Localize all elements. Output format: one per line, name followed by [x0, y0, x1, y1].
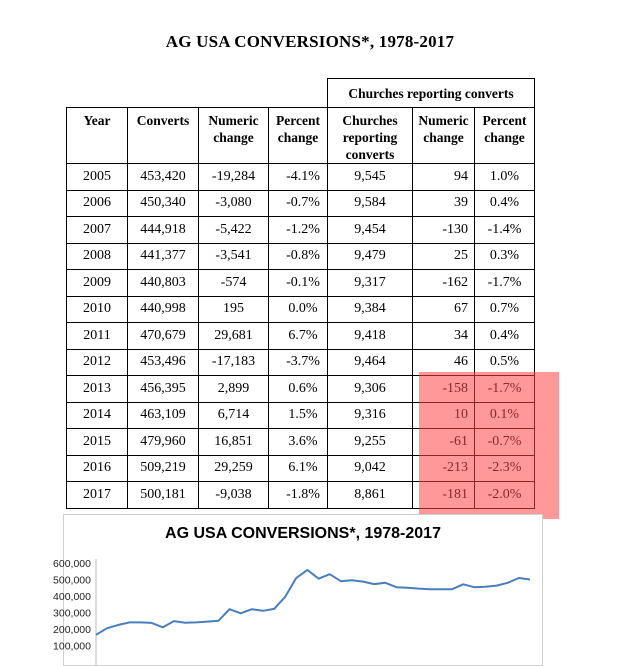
cell-churches: 9,255	[328, 429, 413, 456]
cell-churches-percent-change: -1.7%	[475, 270, 535, 297]
header-converts: Converts	[128, 108, 199, 164]
table-row	[67, 217, 535, 244]
cell-percent-change: -0.1%	[269, 270, 328, 297]
y-tick-label: 400,000	[53, 591, 91, 603]
cell-year: 2013	[67, 376, 128, 403]
cell-converts: 450,340	[128, 190, 199, 217]
cell-percent-change: -1.2%	[269, 217, 328, 244]
cell-year: 2010	[67, 296, 128, 323]
header-churches: Churches reporting converts	[328, 108, 413, 164]
cell-churches: 9,306	[328, 376, 413, 403]
line-chart	[53, 515, 542, 665]
cell-churches-numeric-change: 67	[413, 296, 475, 323]
header-churches-percent-change: Percent change	[475, 108, 535, 164]
cell-year: 2012	[67, 349, 128, 376]
cell-year: 2006	[67, 190, 128, 217]
cell-percent-change: 6.7%	[269, 323, 328, 350]
cell-numeric-change: -9,038	[199, 482, 269, 509]
cell-converts: 444,918	[128, 217, 199, 244]
cell-churches: 9,545	[328, 164, 413, 191]
cell-churches-numeric-change: 34	[413, 323, 475, 350]
cell-churches-numeric-change: 39	[413, 190, 475, 217]
series-line-conversions	[96, 570, 530, 635]
cell-converts: 440,803	[128, 270, 199, 297]
cell-year: 2005	[67, 164, 128, 191]
page-title: AG USA CONVERSIONS*, 1978-2017	[165, 32, 455, 51]
cell-churches-numeric-change: 46	[413, 349, 475, 376]
cell-percent-change: 6.1%	[269, 455, 328, 482]
cell-numeric-change: -3,541	[199, 243, 269, 270]
cell-percent-change: -0.8%	[269, 243, 328, 270]
cell-converts: 470,679	[128, 323, 199, 350]
cell-numeric-change: 195	[199, 296, 269, 323]
table-row	[67, 164, 535, 191]
cell-numeric-change: -19,284	[199, 164, 269, 191]
cell-churches-numeric-change: 25	[413, 243, 475, 270]
cell-year: 2007	[67, 217, 128, 244]
cell-churches-numeric-change: -130	[413, 217, 475, 244]
cell-percent-change: 0.0%	[269, 296, 328, 323]
cell-numeric-change: 16,851	[199, 429, 269, 456]
chart-container	[53, 514, 543, 666]
cell-percent-change: 3.6%	[269, 429, 328, 456]
cell-churches-percent-change: -1.4%	[475, 217, 535, 244]
cell-churches: 9,384	[328, 296, 413, 323]
table-row	[67, 296, 535, 323]
cell-churches: 9,464	[328, 349, 413, 376]
cell-year: 2014	[67, 402, 128, 429]
cell-year: 2015	[67, 429, 128, 456]
cell-churches-percent-change: 0.5%	[475, 349, 535, 376]
cell-churches: 9,317	[328, 270, 413, 297]
cell-year: 2017	[67, 482, 128, 509]
cell-year: 2008	[67, 243, 128, 270]
cell-converts: 453,496	[128, 349, 199, 376]
header-year: Year	[67, 108, 128, 164]
cell-churches: 9,454	[328, 217, 413, 244]
cell-percent-change: -1.8%	[269, 482, 328, 509]
cell-converts: 440,998	[128, 296, 199, 323]
cell-numeric-change: -574	[199, 270, 269, 297]
cell-percent-change: -3.7%	[269, 349, 328, 376]
header-percent-change: Percent change	[269, 108, 328, 164]
cell-year: 2009	[67, 270, 128, 297]
header-numeric-change: Numeric change	[199, 108, 269, 164]
y-tick-label: 200,000	[53, 624, 91, 636]
cell-converts: 479,960	[128, 429, 199, 456]
cell-churches-numeric-change: 94	[413, 164, 475, 191]
cell-churches: 9,584	[328, 190, 413, 217]
header-churches-numeric-change: Numeric change	[413, 108, 475, 164]
cell-numeric-change: 29,259	[199, 455, 269, 482]
cell-converts: 500,181	[128, 482, 199, 509]
cell-churches: 9,479	[328, 243, 413, 270]
cell-numeric-change: 2,899	[199, 376, 269, 403]
table-row	[67, 243, 535, 270]
highlight-overlay	[419, 372, 559, 519]
cell-churches-percent-change: 0.7%	[475, 296, 535, 323]
cell-percent-change: -0.7%	[269, 190, 328, 217]
cell-churches: 9,418	[328, 323, 413, 350]
chart-title: AG USA CONVERSIONS*, 1978-2017	[165, 525, 441, 542]
cell-churches-numeric-change: -162	[413, 270, 475, 297]
cell-converts: 453,420	[128, 164, 199, 191]
cell-year: 2011	[67, 323, 128, 350]
cell-churches: 8,861	[328, 482, 413, 509]
cell-numeric-change: -3,080	[199, 190, 269, 217]
cell-numeric-change: 6,714	[199, 402, 269, 429]
cell-converts: 441,377	[128, 243, 199, 270]
table-row	[67, 323, 535, 350]
cell-percent-change: -4.1%	[269, 164, 328, 191]
cell-churches: 9,042	[328, 455, 413, 482]
y-tick-label: 300,000	[53, 607, 91, 620]
cell-numeric-change: -5,422	[199, 217, 269, 244]
y-tick-label: 500,000	[53, 574, 91, 587]
y-tick-label: 100,000	[53, 640, 91, 653]
cell-churches-percent-change: 1.0%	[475, 164, 535, 191]
cell-converts: 509,219	[128, 455, 199, 482]
cell-percent-change: 0.6%	[269, 376, 328, 403]
y-tick-label: 600,000	[53, 558, 91, 570]
group-header: Churches reporting converts	[328, 79, 535, 108]
cell-percent-change: 1.5%	[269, 402, 328, 429]
cell-converts: 456,395	[128, 376, 199, 403]
cell-numeric-change: -17,183	[199, 349, 269, 376]
table-row	[67, 190, 535, 217]
cell-churches-percent-change: 0.4%	[475, 190, 535, 217]
cell-year: 2016	[67, 455, 128, 482]
cell-churches-percent-change: 0.4%	[475, 323, 535, 350]
cell-churches-percent-change: 0.3%	[475, 243, 535, 270]
table-row	[67, 270, 535, 297]
cell-converts: 463,109	[128, 402, 199, 429]
cell-numeric-change: 29,681	[199, 323, 269, 350]
cell-churches: 9,316	[328, 402, 413, 429]
